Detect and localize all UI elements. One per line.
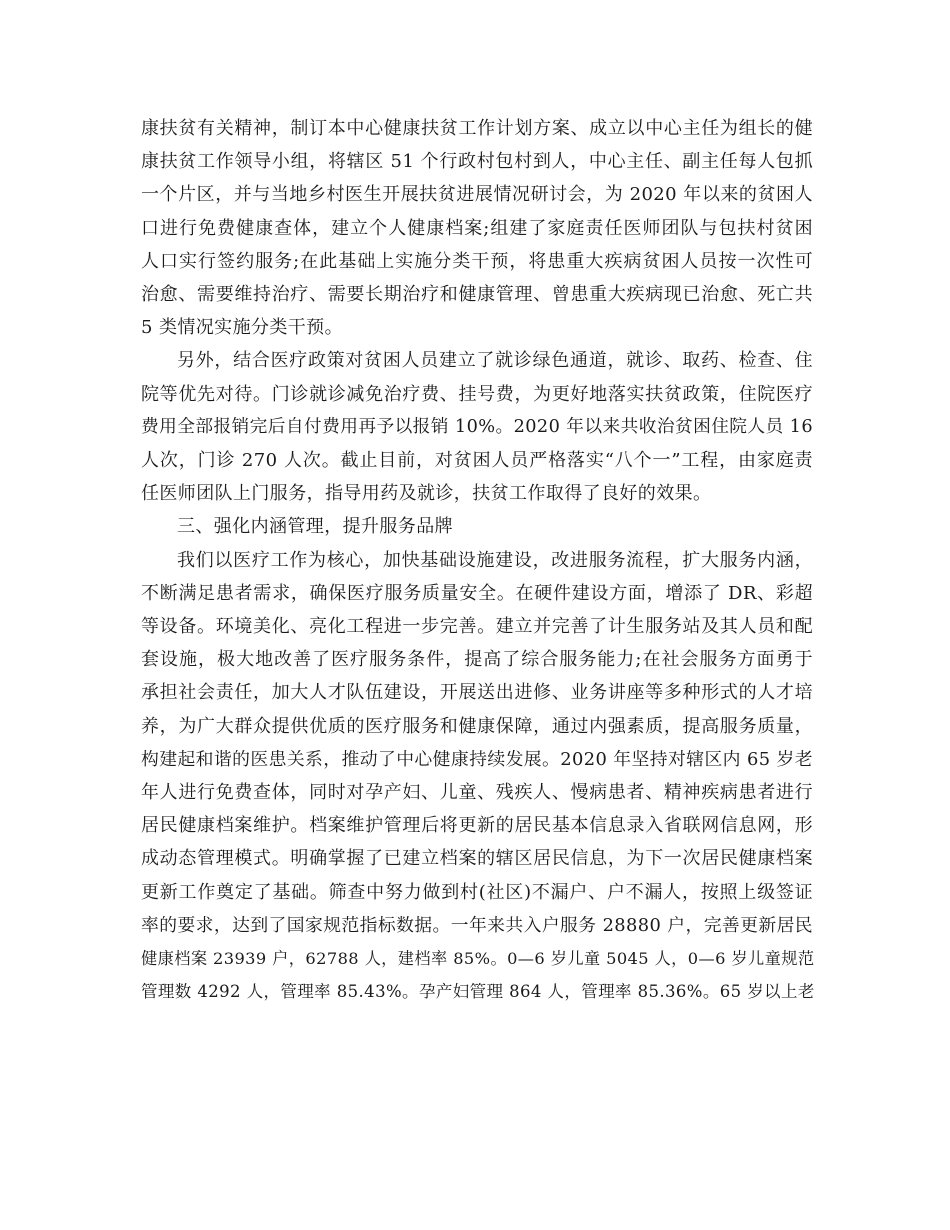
text-line: 院等优先对待。门诊就诊减免治疗费、挂号费，为更好地落实扶贫政策，住院医疗 xyxy=(141,383,813,405)
paragraph-service-management xyxy=(141,544,813,1009)
text-line: 健康档案 23939 户，62788 人，建档率 85%。0—6 岁儿童 5045 人，0—6 岁儿童规范 xyxy=(141,949,815,969)
text-line: 康扶贫有关精神，制订本中心健康扶贫工作计划方案、成立以中心主任为组长的健 xyxy=(141,118,813,139)
paragraph-green-channel xyxy=(141,344,813,510)
text-line: 居民健康档案维护。档案维护管理后将更新的居民基本信息录入省联网信息网，形 xyxy=(141,815,813,837)
text-line: 承担社会责任，加大人才队伍建设，开展送出进修、业务讲座等多种形式的人才培 xyxy=(141,682,813,704)
paragraph-poverty-health-plan xyxy=(141,112,813,344)
section-heading-text: 三、强化内涵管理，提升服务品牌 xyxy=(177,516,453,538)
text-line: 不断满足患者需求，确保医疗服务质量安全。在硬件建设方面，增添了 DR、彩超 xyxy=(141,582,813,604)
text-line: 5 类情况实施分类干预。 xyxy=(141,317,343,339)
text-line: 治愈、需要维持治疗、需要长期治疗和健康管理、曾患重大疾病现已治愈、死亡共 xyxy=(141,284,813,306)
text-line: 人口实行签约服务;在此基础上实施分类干预，将患重大疾病贫困人员按一次性可 xyxy=(141,250,813,272)
document-body xyxy=(141,112,813,1008)
text-line: 我们以医疗工作为核心，加快基础设施建设，改进服务流程，扩大服务内涵， xyxy=(177,549,813,571)
text-line: 另外，结合医疗政策对贫困人员建立了就诊绿色通道，就诊、取药、检查、住 xyxy=(177,350,813,372)
text-line: 率的要求，达到了国家规范指标数据。一年来共入户服务 28880 户，完善更新居民 xyxy=(141,914,813,936)
section-heading xyxy=(141,510,813,543)
text-line: 构建起和谐的医患关系，推动了中心健康持续发展。2020 年坚持对辖区内 65 岁老 xyxy=(141,748,813,770)
text-line: 管理数 4292 人，管理率 85.43%。孕产妇管理 864 人，管理率 85.36%。65 岁以上老 xyxy=(141,982,815,1002)
text-line: 任医师团队上门服务，指导用药及就诊，扶贫工作取得了良好的效果。 xyxy=(141,483,712,505)
text-line: 一个片区，并与当地乡村医生开展扶贫进展情况研讨会，为 2020 年以来的贫困人 xyxy=(141,184,813,206)
text-line: 费用全部报销完后自付费用再予以报销 10%。2020 年以来共收治贫困住院人员 16 xyxy=(141,416,813,437)
text-line: 康扶贫工作领导小组，将辖区 51 个行政村包村到人，中心主任、副主任每人包抓 xyxy=(141,151,813,173)
text-line: 成动态管理模式。明确掌握了已建立档案的辖区居民信息，为下一次居民健康档案 xyxy=(141,848,813,870)
text-line: 等设备。环境美化、亮化工程进一步完善。建立并完善了计生服务站及其人员和配 xyxy=(141,616,813,638)
text-line: 套设施，极大地改善了医疗服务条件，提高了综合服务能力;在社会服务方面勇于 xyxy=(141,649,813,671)
text-line: 更新工作奠定了基础。筛查中努力做到村(社区)不漏户、户不漏人，按照上级签证 xyxy=(141,881,813,903)
text-line: 人次，门诊 270 人次。截止目前，对贫困人员严格落实“八个一”工程，由家庭责 xyxy=(141,450,813,472)
text-line: 养，为广大群众提供优质的医疗服务和健康保障，通过内强素质，提高服务质量， xyxy=(141,715,813,737)
text-line: 年人进行免费查体，同时对孕产妇、儿童、残疾人、慢病患者、精神疾病患者进行 xyxy=(141,782,813,804)
text-line: 口进行免费健康查体，建立个人健康档案;组建了家庭责任医师团队与包扶村贫困 xyxy=(141,217,813,239)
